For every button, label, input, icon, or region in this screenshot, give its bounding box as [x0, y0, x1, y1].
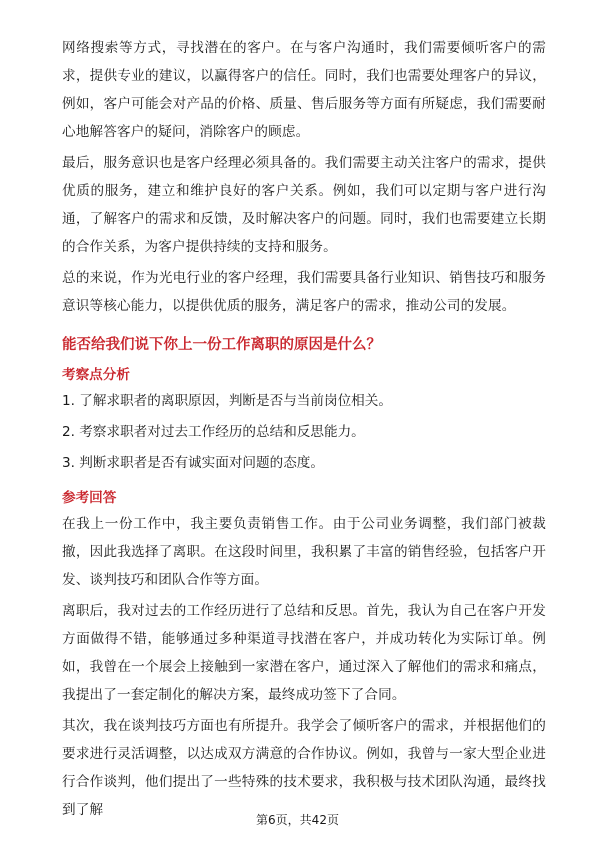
document-page [62, 34, 546, 827]
analysis-item-3: 3. 判断求职者是否有诚实面对问题的态度。 [62, 455, 324, 471]
intro-paragraph-3: 总的来说，作为光电行业的客户经理，我们需要具备行业知识、销售技巧和服务意识等核心能力，以提供优质的服务，满足客户的需求，推动公司的发展。 [62, 270, 546, 314]
analysis-item-2: 2. 考察求职者对过去工作经历的总结和反思能力。 [62, 424, 365, 440]
analysis-heading: 考察点分析 [62, 367, 130, 383]
answer-paragraph-2: 离职后，我对过去的工作经历进行了总结和反思。首先，我认为自己在客户开发方面做得不错，能够通过多种渠道寻找潜在客户，并成功转化为实际订单。例如，我曾在一个展会上接触到一家潜在客户，通过深入了解他们的需求和痛点，我提出了一套定制化的解决方案，最终成功签下了合同。 [62, 603, 546, 703]
page-number: 第6页，共42页 [256, 813, 339, 827]
question-heading: 能否给我们说下你上一份工作离职的原因是什么？ [62, 337, 381, 353]
intro-paragraph-1: 网络搜索等方式，寻找潜在的客户。在与客户沟通时，我们需要倾听客户的需求，提供专业的建议，以赢得客户的信任。同时，我们也需要处理客户的异议，例如，客户可能会对产品的价格、质量、售后服务等方面有所疑虑，我们需要耐心地解答客户的疑问，消除客户的顾虑。 [62, 40, 546, 140]
answer-heading: 参考回答 [62, 490, 117, 506]
answer-paragraph-3: 其次，我在谈判技巧方面也有所提升。我学会了倾听客户的需求，并根据他们的要求进行灵活调整，以达成双方满意的合作协议。例如，我曾与一家大型企业进行合作谈判，他们提出了一些特殊的技术要求，我积极与技术团队沟通，最终找到了解 [62, 718, 546, 818]
analysis-item-1: 1. 了解求职者的离职原因，判断是否与当前岗位相关。 [62, 393, 392, 409]
answer-paragraph-1: 在我上一份工作中，我主要负责销售工作。由于公司业务调整，我们部门被裁撤，因此我选择了离职。在这段时间里，我积累了丰富的销售经验，包括客户开发、谈判技巧和团队合作等方面。 [62, 516, 546, 588]
intro-paragraph-2: 最后，服务意识也是客户经理必须具备的。我们需要主动关注客户的需求，提供优质的服务，建立和维护良好的客户关系。例如，我们可以定期与客户进行沟通，了解客户的需求和反馈，及时解决客户的问题。同时，我们也需要建立长期的合作关系，为客户提供持续的支持和服务。 [62, 155, 546, 255]
